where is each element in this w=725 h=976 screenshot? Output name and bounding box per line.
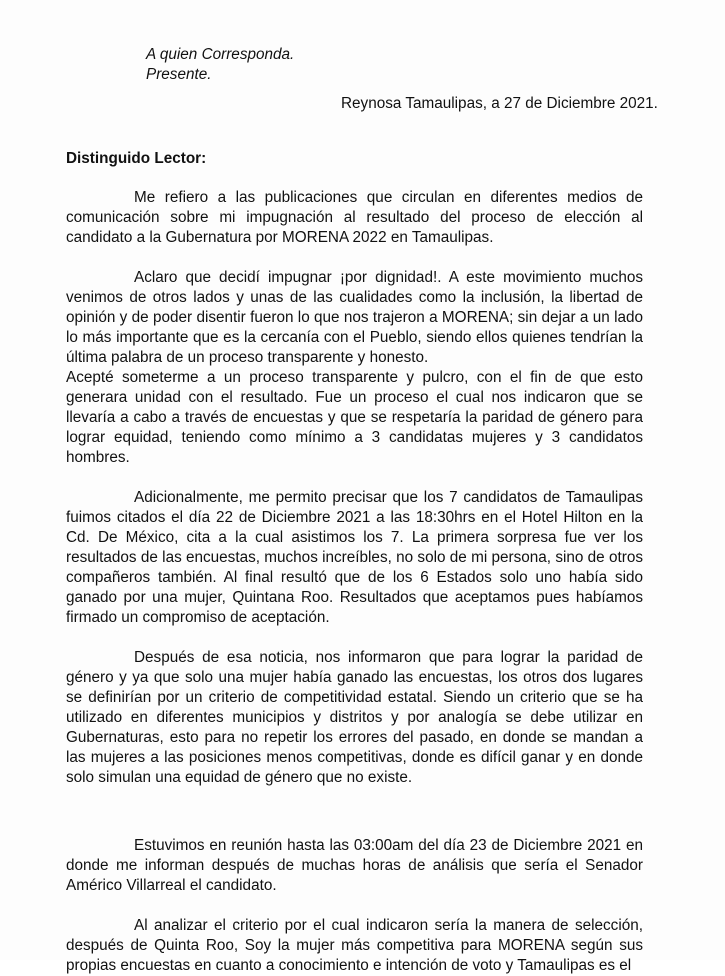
paragraph-2: Aclaro que decidí impugnar ¡por dignidad!. A este movimiento muchos venimos de otros lados y unas de las cualidades como la inclusión, la libertad de opinión y de poder disentir fueron lo que nos trajeron a MORENA; sin dejar a un lado lo más importante que es la cercanía con el Pueblo, siendo ellos quienes tendrían la última palabra de un proceso transparente y honesto. [66, 269, 643, 366]
paragraph-5: Después de esa noticia, nos informaron que para lograr la paridad de género y ya que solo una mujer había ganado las encuestas, los otros dos lugares se definirían por un criterio de competitividad estatal. Siendo un criterio que se ha utilizado en diferentes municipios y distritos y por analogía se debe utilizar en Gubernaturas, esto para no repetir los errores del pasado, en donde se mandan a las mujeres a las posiciones menos competitivas, donde es difícil ganar y en donde solo simulan una equidad de género que no existe. [66, 649, 643, 786]
paragraph-3: Acepté someterme a un proceso transparente y pulcro, con el fin de que esto generara unidad con el resultado. Fue un proceso el cual nos indicaron que se llevaría a cabo a través de encuestas y que se respetaría la paridad de género para lograr equidad, teniendo como mínimo a 3 candidatas mujeres y 3 candidatos hombres. [66, 369, 643, 466]
paragraph-7: Al analizar el criterio por el cual indicaron sería la manera de selección, después de Quinta Roo, Soy la mujer más competitiva para MORENA según sus propias encuestas en cuanto a conocimiento e intención de voto y Tamaulipas es el [66, 917, 643, 974]
salutation-line-2: Presente. [146, 66, 212, 83]
paragraph-6: Estuvimos en reunión hasta las 03:00am del día 23 de Diciembre 2021 en donde me informan después de muchas horas de análisis que sería el Senador Américo Villarreal el candidato. [66, 837, 643, 894]
salutation [146, 45, 294, 85]
place-date: Reynosa Tamaulipas, a 27 de Diciembre 2021. [341, 95, 658, 112]
paragraph-4: Adicionalmente, me permito precisar que los 7 candidatos de Tamaulipas fuimos citados el día 22 de Diciembre 2021 a las 18:30hrs en el Hotel Hilton en la Cd. De México, cita a la cual asistimos los 7. La primera sorpresa fue ver los resultados de las encuestas, muchos increíbles, no solo de mi persona, sino de otros compañeros también. Al final resultó que de los 6 Estados solo uno había sido ganado por una mujer, Quintana Roo. Resultados que aceptamos pues habíamos firmado un compromiso de aceptación. [66, 489, 643, 626]
letter-body [66, 188, 643, 976]
paragraph-1: Me refiero a las publicaciones que circulan en diferentes medios de comunicación sobre mi impugnación al resultado del proceso de elección al candidato a la Gubernatura por MORENA 2022 en Tamaulipas. [66, 189, 643, 246]
salutation-line-1: A quien Corresponda. [146, 46, 295, 63]
greeting: Distinguido Lector: [66, 150, 207, 167]
